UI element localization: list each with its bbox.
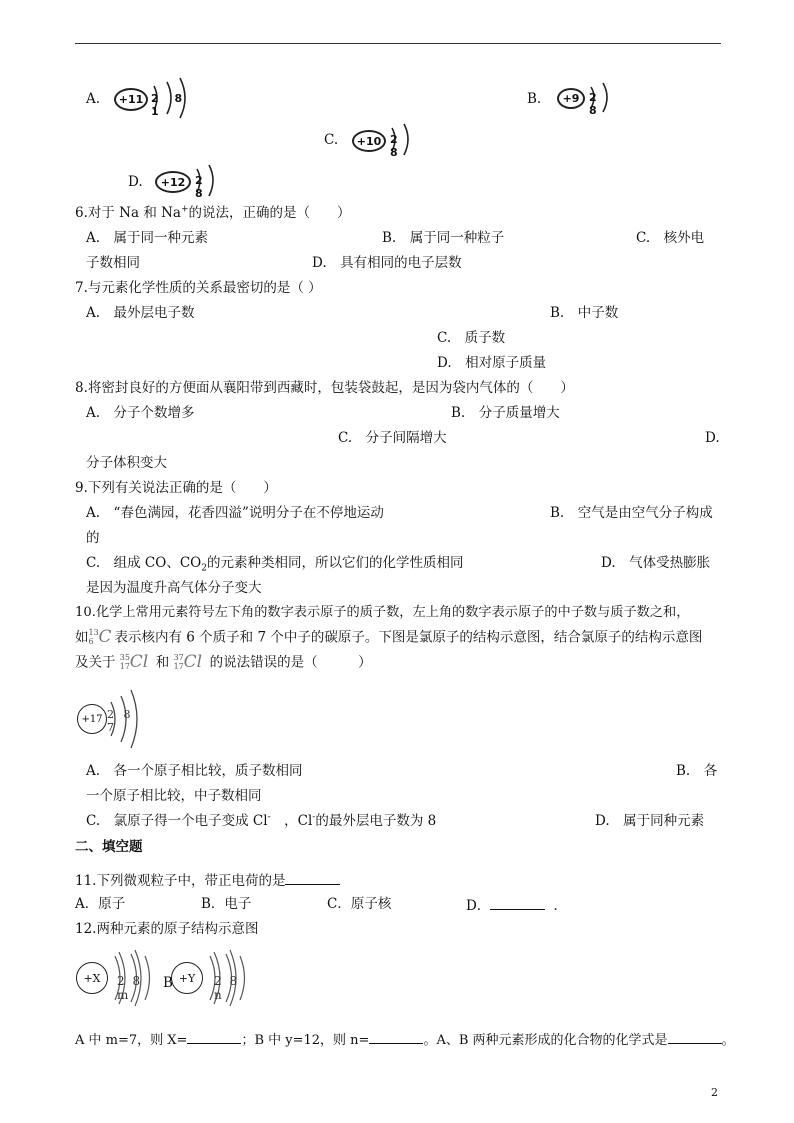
q10-option-a: A. 各一个原子相比较，质子数相同 xyxy=(86,763,303,779)
section-heading-fill-in: 二、填空题 xyxy=(75,839,143,855)
q6-stem-part: 6.对于 Na 和 Na xyxy=(75,205,181,221)
q10-line2-part: 如 xyxy=(75,629,89,646)
q7-option-d: D. 相对原子质量 xyxy=(437,355,547,371)
isotope-symbol: Cl xyxy=(129,652,149,672)
q12-atom-b-nucleus: +Y xyxy=(171,962,203,994)
q5-option-d-label: D. xyxy=(128,174,143,190)
q12-atom-a-nucleus: +X xyxy=(76,962,108,994)
q12-x-blank[interactable] xyxy=(187,1029,241,1044)
q12-atom-b-shell-numbers: 2 8 n xyxy=(214,974,240,1002)
q10-option-c-sup: - xyxy=(267,812,271,823)
q9-option-d: D. 气体受热膨胀 xyxy=(601,555,711,571)
isotope-c13 xyxy=(89,628,115,648)
isotope-number: 17 xyxy=(173,662,184,671)
q12-answer-part: 。 xyxy=(721,1033,735,1048)
q8-option-c: C. 分子间隔增大 xyxy=(338,430,447,446)
chlorine-nucleus: +17 xyxy=(77,704,107,734)
q7-option-a: A. 最外层电子数 xyxy=(86,305,195,321)
q10-stem-line3 xyxy=(75,653,372,673)
q5-option-b-label: B. xyxy=(527,91,542,107)
q5-atom-b-diagram xyxy=(557,80,617,116)
q10-option-c-sup: - xyxy=(312,812,316,823)
q11-stem xyxy=(75,870,340,890)
q5-atom-b-shell-numbers: 2 8 xyxy=(589,91,602,117)
q6-option-a: A. 属于同一种元素 xyxy=(86,230,209,246)
isotope-symbol: Cl xyxy=(183,652,203,672)
q10-option-b-continued: 一个原子相比较，中子数相同 xyxy=(86,788,262,804)
q9-option-b: B. 空气是由空气分子构成 xyxy=(550,505,713,521)
q7-option-b: B. 中子数 xyxy=(550,305,619,321)
isotope-mass: 13 xyxy=(88,628,99,637)
q7-stem: 7.与元素化学性质的关系最密切的是（ ） xyxy=(75,280,322,296)
q12-n-blank[interactable] xyxy=(369,1029,423,1044)
q10-option-d: D. 属于同种元素 xyxy=(595,813,705,829)
q10-line3-part: 的说法错误的是（ ） xyxy=(209,654,372,671)
q12-formula-blank[interactable] xyxy=(668,1029,722,1044)
q8-option-b: B. 分子质量增大 xyxy=(451,405,560,421)
q10-line3-part: 和 xyxy=(155,654,170,671)
isotope-number: 6 xyxy=(88,637,94,646)
q5-atom-a-diagram xyxy=(114,76,194,120)
header-rule xyxy=(75,43,721,44)
page-number: 2 xyxy=(711,1086,718,1099)
q10-option-c xyxy=(86,812,436,830)
q10-stem-line2 xyxy=(75,628,702,648)
q6-stem-sup: + xyxy=(180,204,189,215)
isotope-symbol: C xyxy=(98,627,112,647)
q6-option-b: B. 属于同一种粒子 xyxy=(382,230,505,246)
q9-option-c-part: C. 组成 CO、CO xyxy=(86,555,202,571)
q11-option-d xyxy=(466,895,558,915)
q5-atom-d-shell-numbers: 2 8 xyxy=(195,174,208,200)
isotope-cl35 xyxy=(120,653,156,673)
q6-stem-part: 的说法，正确的是（ ） xyxy=(188,205,351,221)
q8-stem: 8.将密封良好的方便面从襄阳带到西藏时，包装袋鼓起，是因为袋内气体的（ ） xyxy=(75,380,574,396)
q11-stem-text: 11.下列微观粒子中，带正电荷的是 xyxy=(75,873,286,889)
q5-atom-c-diagram xyxy=(352,122,418,158)
isotope-number: 17 xyxy=(119,662,130,671)
q10-stem-line1: 10.化学上常用元素符号左下角的数字表示原子的质子数，左上角的数字表示原子的中子数与质子数之和， xyxy=(75,605,690,620)
q9-option-b-continued: 的 xyxy=(86,530,100,546)
chlorine-shell-numbers: 2 8 7 xyxy=(107,708,134,734)
q10-option-c-part: C. 氯原子得一个电子变成 Cl xyxy=(86,813,268,829)
q12-answer-part: 。A、B 两种元素形成的化合物的化学式是 xyxy=(423,1033,668,1048)
isotope-mass: 37 xyxy=(173,653,184,662)
q9-option-d-continued: 是因为温度升高气体分子变大 xyxy=(86,580,262,596)
q7-option-c: C. 质子数 xyxy=(437,330,506,346)
q5-atom-a-nucleus: +11 xyxy=(114,88,148,111)
q12-answer-part: A 中 m=7，则 X= xyxy=(75,1033,188,1048)
q12-answer-line xyxy=(75,1029,735,1050)
q11-answer-blank[interactable] xyxy=(285,870,340,885)
q9-stem: 9.下列有关说法正确的是（ ） xyxy=(75,480,277,496)
q8-option-d-continued: 分子体积变大 xyxy=(86,455,167,471)
q12-atom-a-shell-numbers: 2 8 m xyxy=(117,974,143,1002)
isotope-cl37 xyxy=(174,653,210,673)
q5-atom-b-nucleus: +9 xyxy=(557,88,585,109)
q9-option-c xyxy=(86,554,463,572)
q6-option-c: C. 核外电 xyxy=(636,230,705,246)
q10-line3-part: 及关于 xyxy=(75,654,116,671)
q5-atom-d-nucleus: +12 xyxy=(155,171,191,193)
chlorine-atom-diagram xyxy=(75,688,145,750)
q9-option-a: A. “春色满园，花香四溢”说明分子在不停地运动 xyxy=(86,505,384,521)
q8-option-d: D. xyxy=(705,430,720,446)
q11-option-d-blank[interactable] xyxy=(490,895,545,910)
q11-option-d-end: . xyxy=(553,898,558,914)
isotope-mass: 35 xyxy=(119,653,130,662)
q10-option-c-part: ，Cl xyxy=(270,813,313,829)
q6-stem xyxy=(75,204,351,222)
q10-line2-part: 表示核内有 6 个质子和 7 个中子的碳原子。下图是氯原子的结构示意图，结合氯原子的结构示意图 xyxy=(114,629,703,646)
q5-atom-a-shell-numbers: 2 8 1 xyxy=(151,92,189,118)
q6-option-c-continued: 子数相同 xyxy=(86,255,140,271)
q10-option-b: B. 各 xyxy=(676,763,718,779)
q12-atom-b-diagram xyxy=(170,948,252,1008)
q6-option-d: D. 具有相同的电子层数 xyxy=(312,255,462,271)
q5-atom-c-shell-numbers: 2 8 xyxy=(390,133,403,159)
q11-option-c: C．原子核 xyxy=(327,896,392,912)
q5-option-a-label: A. xyxy=(86,91,101,107)
q9-option-c-part: 的元素种类相同，所以它们的化学性质相同 xyxy=(206,555,464,571)
q12-atom-a-diagram xyxy=(75,948,157,1008)
q8-option-a: A. 分子个数增多 xyxy=(86,405,195,421)
q10-option-c-part: 的最外层电子数为 8 xyxy=(315,813,437,829)
q11-option-d-label: D． xyxy=(466,898,491,914)
q12-atom-b-label: B xyxy=(163,975,173,991)
q9-option-c-sub: 2 xyxy=(201,563,207,574)
q5-atom-c-nucleus: +10 xyxy=(352,130,386,152)
q5-option-c-label: C. xyxy=(324,132,339,148)
q12-stem: 12.两种元素的原子结构示意图 xyxy=(75,921,259,937)
q12-answer-part: ；B 中 y=12，则 n= xyxy=(241,1033,370,1048)
q11-option-a: A．原子 xyxy=(75,896,126,912)
q11-option-b: B．电子 xyxy=(201,896,252,912)
q5-atom-d-diagram xyxy=(155,163,223,199)
